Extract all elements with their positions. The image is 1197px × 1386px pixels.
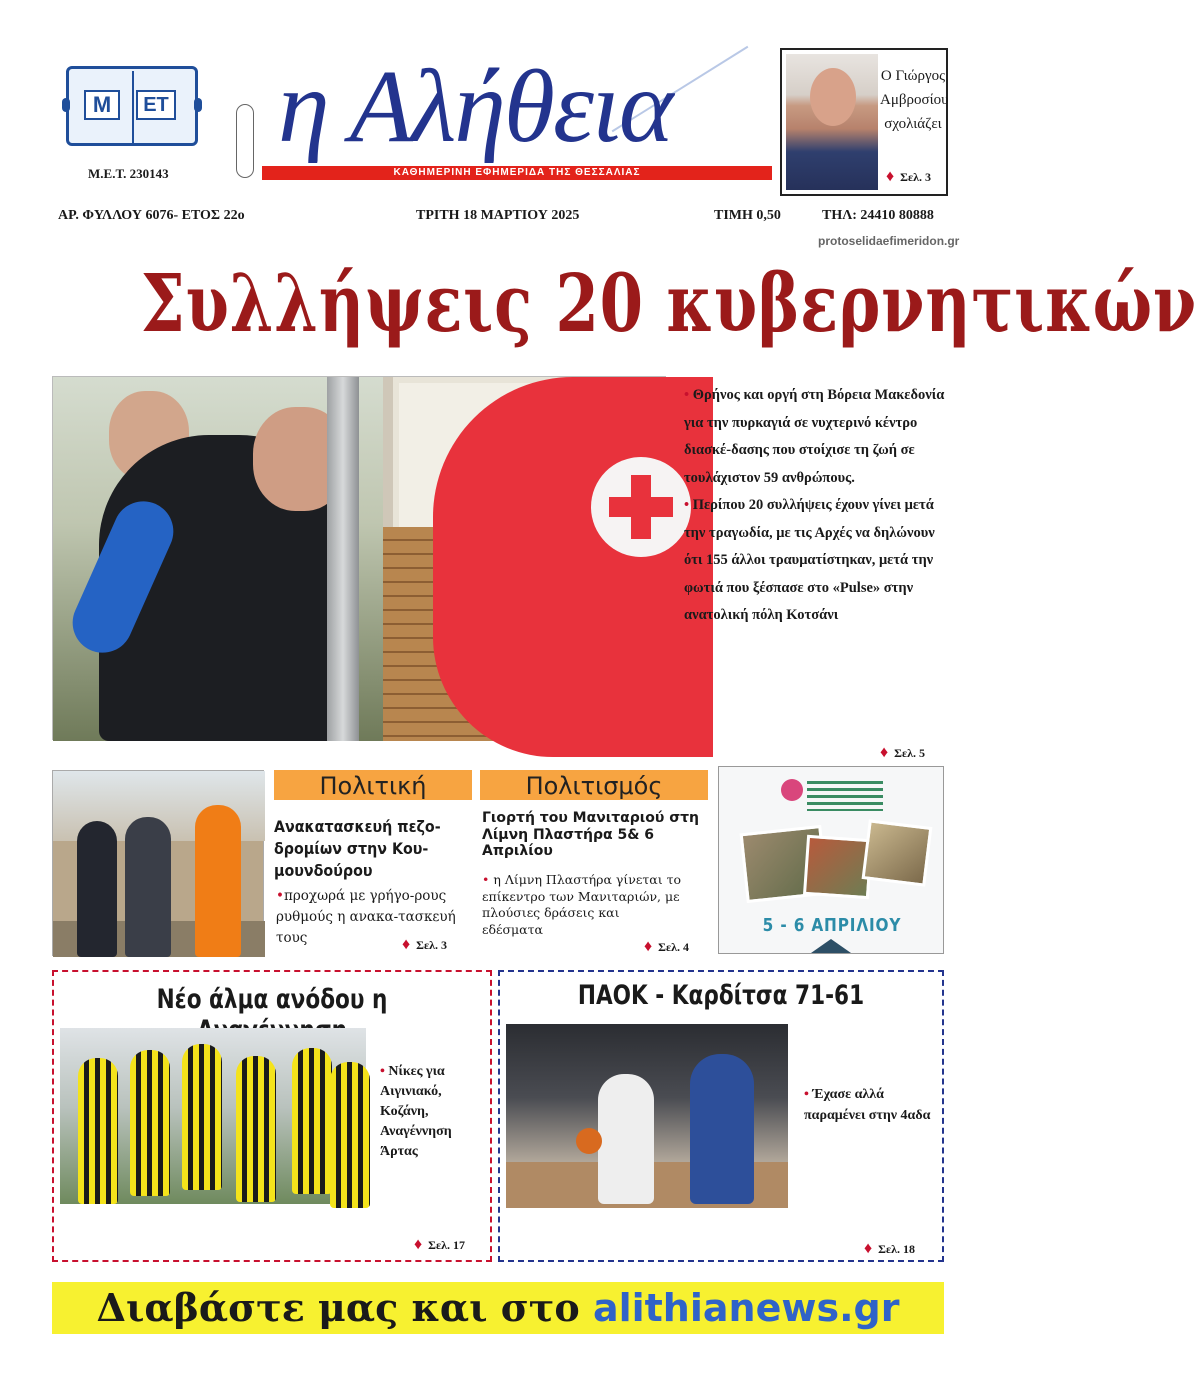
main-story-text: • Θρήνος και οργή στη Βόρεια Μακεδονία για την πυρκαγιά σε νυχτερινό κέντρο διασκέ-δασης που στοίχισε τη ζωή σε τουλάχιστον 59 ανθρώπους. • Περίπου 20 συλλήψεις έχουν γίνει μετά την τραγωδία, με τις Αρχές να δηλώνουν ότι 155 άλλοι τραυματίστηκαν, μετά την φωτιά που ξέσπασε στο «Pulse» στην ανατολική πόλη Κοτσάνι (684, 387, 945, 623)
main-story-photo[interactable] (52, 376, 666, 740)
issue-number: ΑΡ. ΦΥΛΛΟΥ 6076- ΕΤΟΣ 22ο (58, 208, 245, 223)
diamond-icon: ♦ (864, 1240, 873, 1257)
flower-icon (781, 779, 803, 801)
source-credit: protoselidaefimeridon.gr (818, 234, 960, 248)
culture-summary: • η Λίμνη Πλαστήρα γίνεται το επίκεντρο των Μανιταριών, με πλούσιες δράσεις και εδέσματα (482, 872, 682, 937)
main-headline[interactable]: Συλλήψεις 20 κυβερνητικών (140, 256, 1197, 350)
section-label-politics: Πολιτική (274, 770, 472, 800)
main-story-bullet-2: Περίπου 20 συλλήψεις έχουν γίνει μετά την τραγωδία, με τις Αρχές να δηλώνουν ότι 155 άλλοι τραυματίστηκαν, μετά την φωτιά που ξέσπασε στο «Pulse» στην ανατολική πόλη Κοτσάνι (684, 497, 935, 623)
diamond-icon: ♦ (402, 936, 411, 953)
columnist-page-ref: ♦ Σελ. 3 (886, 168, 932, 185)
website-link[interactable]: alithianews.gr (592, 1286, 900, 1330)
culture-page-ref[interactable]: ♦ Σελ. 4 (644, 938, 690, 955)
met-logo (62, 66, 202, 148)
columnist-caption: Ο Γιώργος Αμβροσίου σχολιάζει (880, 68, 949, 132)
basketball-page-ref[interactable]: ♦ Σελ. 18 (864, 1240, 916, 1257)
culture-headline[interactable]: Γιορτή του Μανιταριού στη Λίμνη Πλαστήρα 5& 6 Απριλίου (482, 810, 699, 859)
diamond-icon: ♦ (886, 168, 895, 185)
met-logo-et: ΕΤ (136, 90, 176, 120)
festival-logo (781, 775, 885, 817)
section-label-culture: Πολιτισμός (480, 770, 708, 800)
masthead-title: η Αλήθεια (278, 49, 672, 164)
diamond-icon: ♦ (644, 938, 653, 955)
mountain-icon (811, 939, 851, 953)
issue-date: ΤΡΙΤΗ 18 ΜΑΡΤΙΟΥ 2025 (416, 208, 580, 223)
issue-price: ΤΙΜΗ 0,50 (714, 208, 781, 223)
football-summary: • Νίκες για Αιγινιακό, Κοζάνη, Αναγέννηση Άρτας (380, 1064, 452, 1159)
met-logo-m: Μ (84, 90, 120, 120)
met-code: Μ.Ε.Τ. 230143 (88, 166, 169, 181)
website-banner[interactable] (52, 1282, 944, 1334)
festival-poster[interactable] (718, 766, 944, 954)
banner-text: Διαβάστε μας και στο (96, 1285, 580, 1330)
festival-date: 5 - 6 ΑΠΡΙΛΙΟΥ (762, 915, 902, 936)
columnist-box[interactable] (780, 48, 948, 196)
diamond-icon: ♦ (880, 744, 889, 761)
politics-headline[interactable]: Ανακατασκευή πεζο-δρομίων στην Κου-μουνδούρου (274, 818, 441, 880)
main-story-page-ref[interactable]: ♦ Σελ. 5 (880, 744, 926, 761)
stamp-icon (236, 104, 254, 178)
columnist-photo (786, 54, 878, 190)
masthead-subtitle: ΚΑΘΗΜΕΡΙΝΗ ΕΦΗΜΕΡΙΔΑ ΤΗΣ ΘΕΣΣΑΛΙΑΣ (262, 166, 772, 180)
sports-box-football (52, 970, 492, 1262)
diamond-icon: ♦ (414, 1236, 423, 1253)
football-headline[interactable]: Νέο άλμα ανόδου η (156, 984, 388, 1015)
football-page-ref[interactable]: ♦ Σελ. 17 (414, 1236, 466, 1253)
main-story-bullet-1: Θρήνος και οργή στη Βόρεια Μακεδονία για την πυρκαγιά σε νυχτερινό κέντρο διασκέ-δασης που στοίχισε τη ζωή σε τουλάχιστον 59 ανθρώπους. (684, 387, 945, 486)
politics-summary: •προχωρά με γρήγο-ρους ρυθμούς η ανακα-τασκευή τους (276, 888, 456, 946)
politics-photo[interactable] (52, 770, 264, 956)
basketball-summary: • Έχασε αλλά παραμένει στην 4αδα (804, 1087, 931, 1123)
basketball-headline[interactable]: ΠΑΟΚ - Καρδίτσα 71-61 (577, 980, 865, 1011)
football-photo[interactable] (60, 1028, 366, 1204)
basketball-photo[interactable] (506, 1024, 788, 1208)
sports-box-basketball (498, 970, 944, 1262)
basketball-icon (576, 1128, 602, 1154)
contact-phone: ΤΗΛ: 24410 80888 (822, 208, 934, 223)
red-cross-icon (591, 457, 691, 557)
politics-page-ref[interactable]: ♦ Σελ. 3 (402, 936, 448, 953)
